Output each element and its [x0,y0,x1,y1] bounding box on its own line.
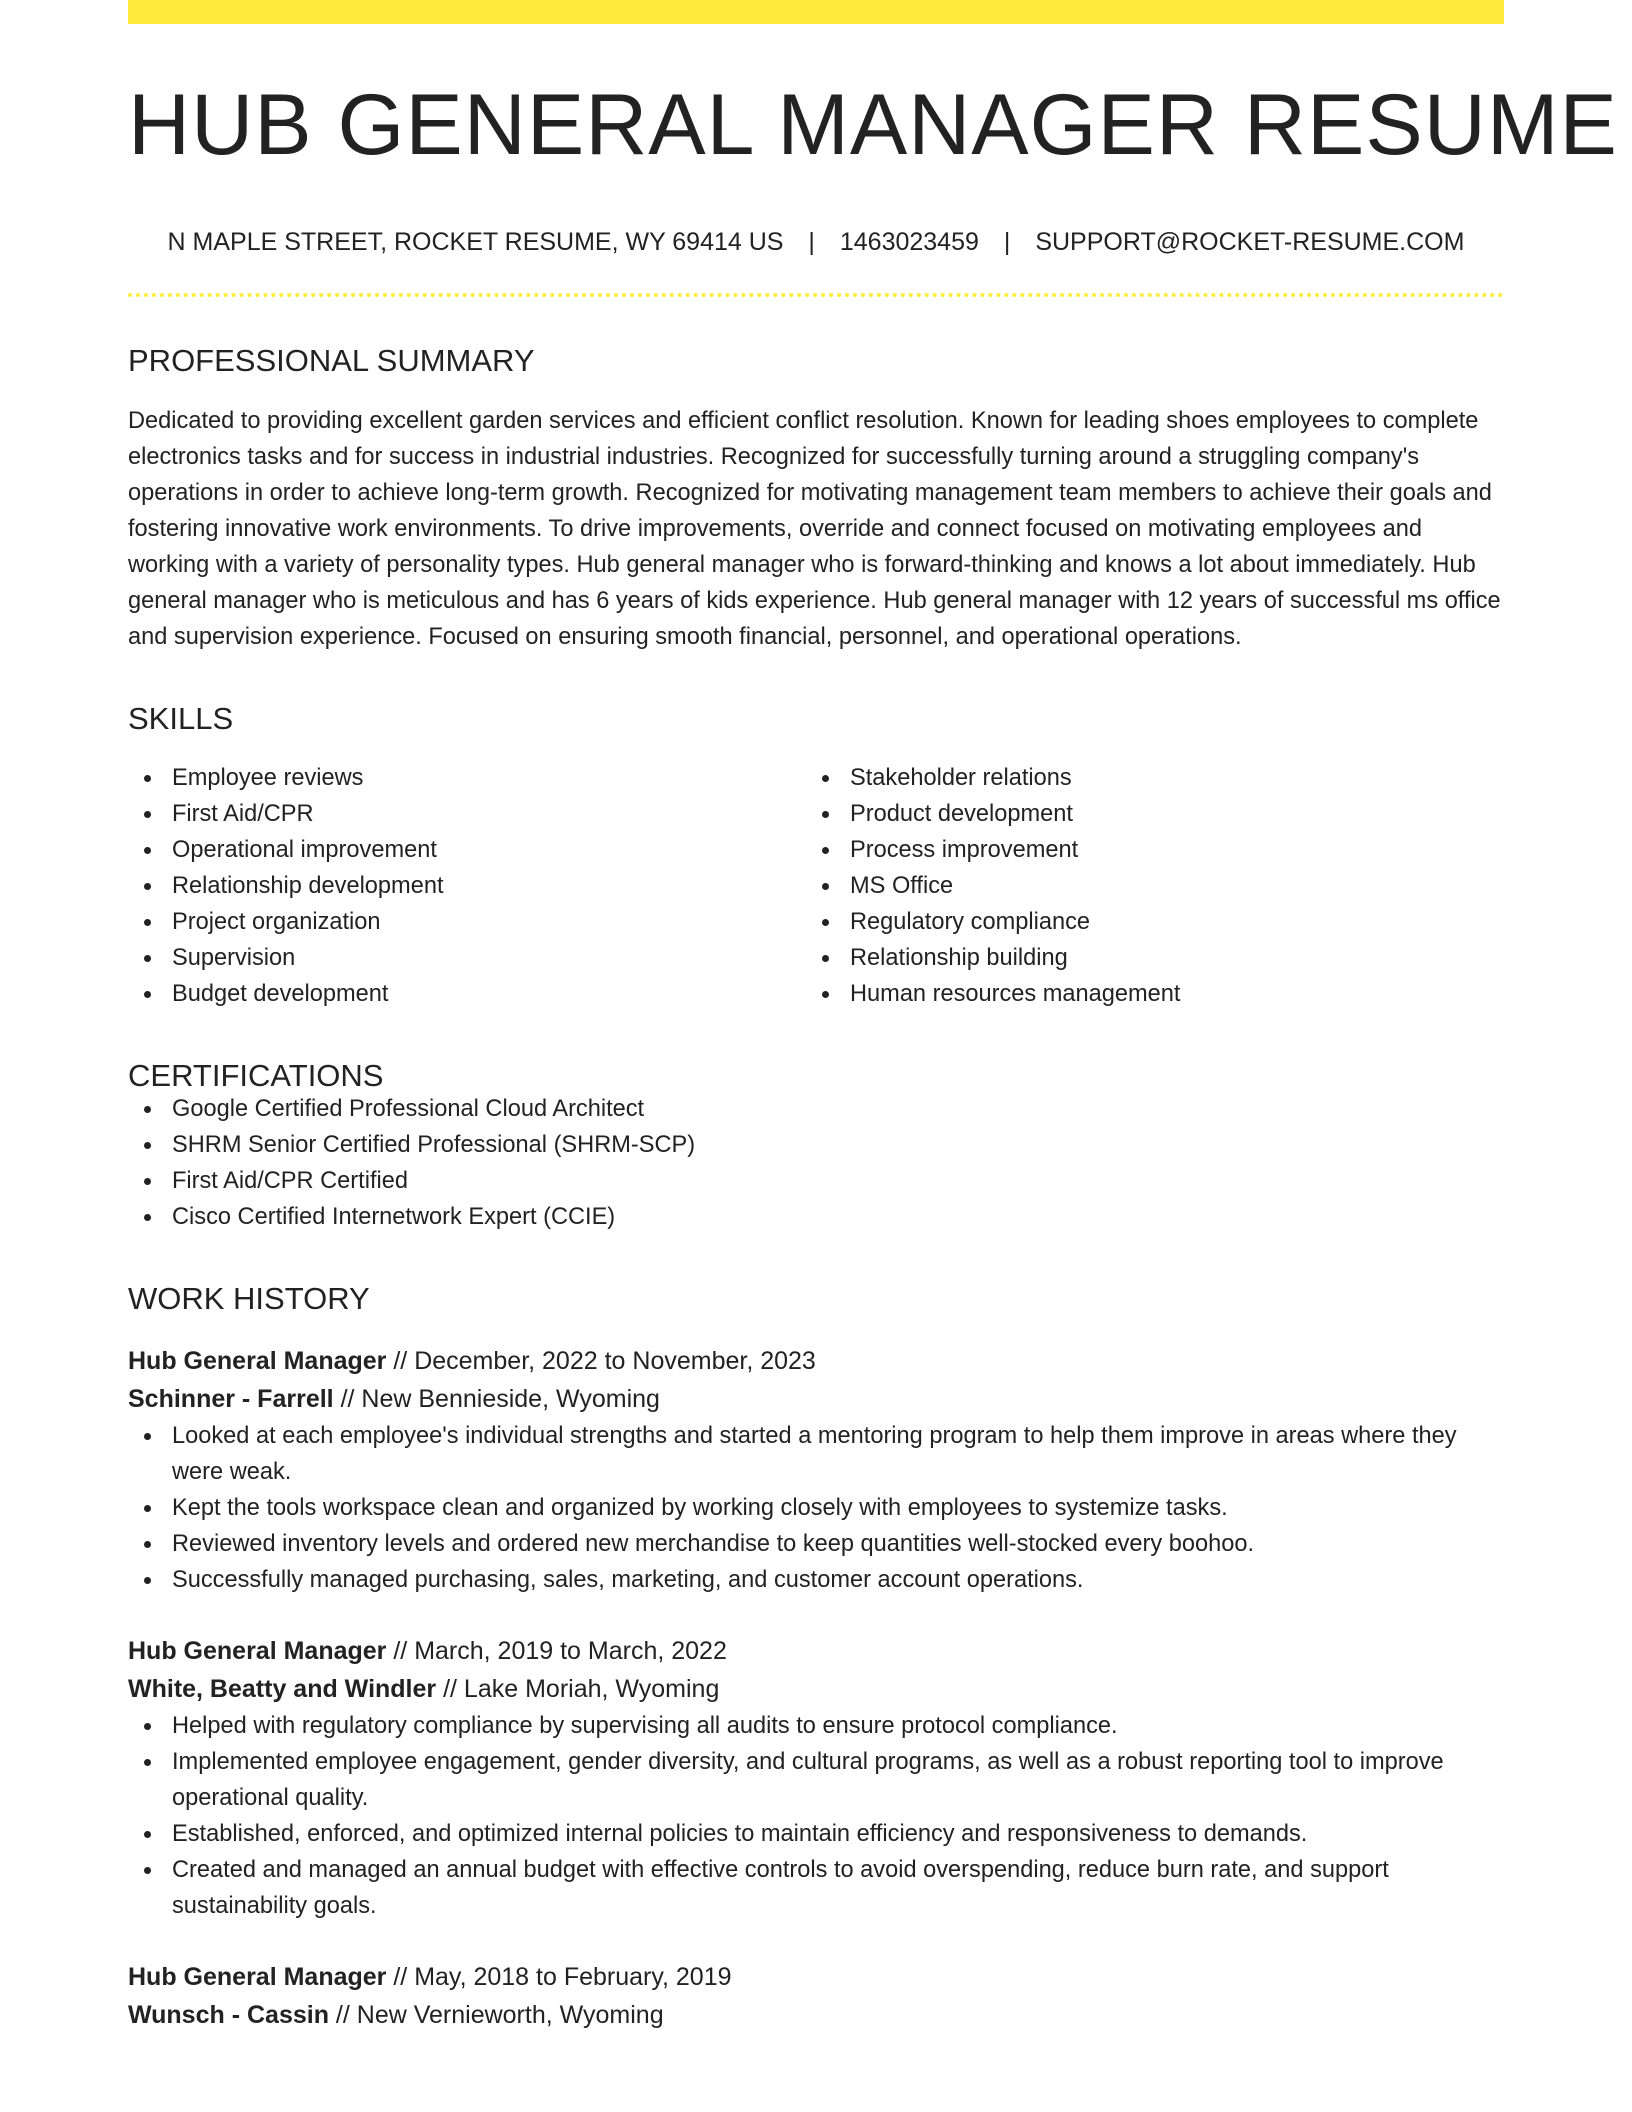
job-company-line [128,1670,1504,1708]
job-location: // New Vernieworth, Wyoming [335,2001,664,2029]
contact-address: N MAPLE STREET, ROCKET RESUME, WY 69414 US [167,228,784,256]
contact-separator: | [1003,228,1011,256]
job-bullet: Established, enforced, and optimized internal policies to maintain efficiency and responsiveness to demands. [128,1816,1504,1852]
job-bullet: Implemented employee engagement, gender diversity, and cultural programs, as well as a robust reporting tool to improve operational quality. [128,1744,1504,1816]
contact-email[interactable]: SUPPORT@ROCKET-RESUME.COM [1035,228,1465,256]
header-divider [128,293,1504,297]
job-title: Hub General Manager [128,1347,387,1375]
summary-text: Dedicated to providing excellent garden services and efficient conflict resolution. Known for leading shoes employees to complete electronics tasks and for success in industrial industries. Recognized for successfully turning around a struggling company's operations in order to achieve long-term growth. Recognized for motivating management team members to achieve their goals and fostering innovative work environments. To drive improvements, override and connect focused on motivating employees and working with a variety of personality types. Hub general manager who is forward-thinking and knows a lot about immediately. Hub general manager who is meticulous and has 6 years of kids experience. Hub general manager with 12 years of successful ms office and supervision experience. Focused on ensuring smooth financial, personnel, and operational operations. [128,408,1501,650]
skills-column-right [806,760,1484,1012]
job-dates: // May, 2018 to February, 2019 [393,1963,732,1991]
job-title-line [128,1342,1504,1380]
skill-item: Human resources management [806,976,1484,1012]
contact-separator: | [808,228,815,256]
job-bullets [128,1418,1504,1598]
skills-column-left [128,760,806,1012]
skill-item: Regulatory compliance [806,904,1484,940]
job-title-line [128,1632,1504,1670]
skill-item: Process improvement [806,832,1484,868]
job-title: Hub General Manager [128,1637,387,1665]
job-title: Hub General Manager [128,1963,387,1991]
job-dates: // December, 2022 to November, 2023 [393,1347,816,1375]
skill-item: Stakeholder relations [806,760,1484,796]
job-bullet: Reviewed inventory levels and ordered new merchandise to keep quantities well-stocked every boohoo. [128,1526,1504,1562]
job-location: // New Bennieside, Wyoming [340,1385,660,1413]
resume-page [128,0,1618,2034]
skills-heading: SKILLS [128,701,234,736]
job-dates: // March, 2019 to March, 2022 [393,1637,727,1665]
job-entry [128,1342,1504,1598]
skill-item: MS Office [806,868,1484,904]
job-bullets [128,1708,1504,1924]
skill-item: Operational improvement [128,832,806,868]
job-bullet: Kept the tools workspace clean and organized by working closely with employees to systemize tasks. [128,1490,1504,1526]
job-bullet: Successfully managed purchasing, sales, marketing, and customer account operations. [128,1562,1504,1598]
contact-line [128,230,1504,255]
skill-item: First Aid/CPR [128,796,806,832]
skill-item: Product development [806,796,1484,832]
skill-item: Supervision [128,940,806,976]
skill-item: Employee reviews [128,760,806,796]
skill-item: Relationship building [806,940,1484,976]
job-entry [128,1632,1504,1924]
certification-item: Cisco Certified Internetwork Expert (CCIE) [128,1199,1504,1235]
job-location: // Lake Moriah, Wyoming [443,1675,720,1703]
certification-item: First Aid/CPR Certified [128,1163,1504,1199]
top-accent-bar [128,0,1504,24]
job-company-line [128,1380,1504,1418]
certification-item: SHRM Senior Certified Professional (SHRM-SCP) [128,1127,1504,1163]
job-entry [128,1958,1504,2034]
job-bullet: Created and managed an annual budget with effective controls to avoid overspending, reduce burn rate, and support sustainability goals. [128,1852,1504,1924]
certifications-list [128,1091,1504,1235]
skills-list [128,760,1504,1012]
skill-item: Relationship development [128,868,806,904]
skill-item: Budget development [128,976,806,1012]
job-bullet: Looked at each employee's individual strengths and started a mentoring program to help them improve in areas where they were weak. [128,1418,1504,1490]
resume-title: HUB GENERAL MANAGER RESUME [128,77,1618,173]
job-company: White, Beatty and Windler [128,1675,437,1703]
contact-phone: 1463023459 [839,228,979,256]
skill-item: Project organization [128,904,806,940]
job-company: Wunsch - Cassin [128,2001,329,2029]
job-bullet: Helped with regulatory compliance by supervising all audits to ensure protocol compliance. [128,1708,1504,1744]
job-company: Schinner - Farrell [128,1385,334,1413]
job-company-line [128,1996,1504,2034]
job-title-line [128,1958,1504,1996]
certification-item: Google Certified Professional Cloud Architect [128,1091,1504,1127]
work-history-heading: WORK HISTORY [128,1281,370,1316]
summary-heading: PROFESSIONAL SUMMARY [128,343,535,378]
certifications-heading: CERTIFICATIONS [128,1058,384,1093]
